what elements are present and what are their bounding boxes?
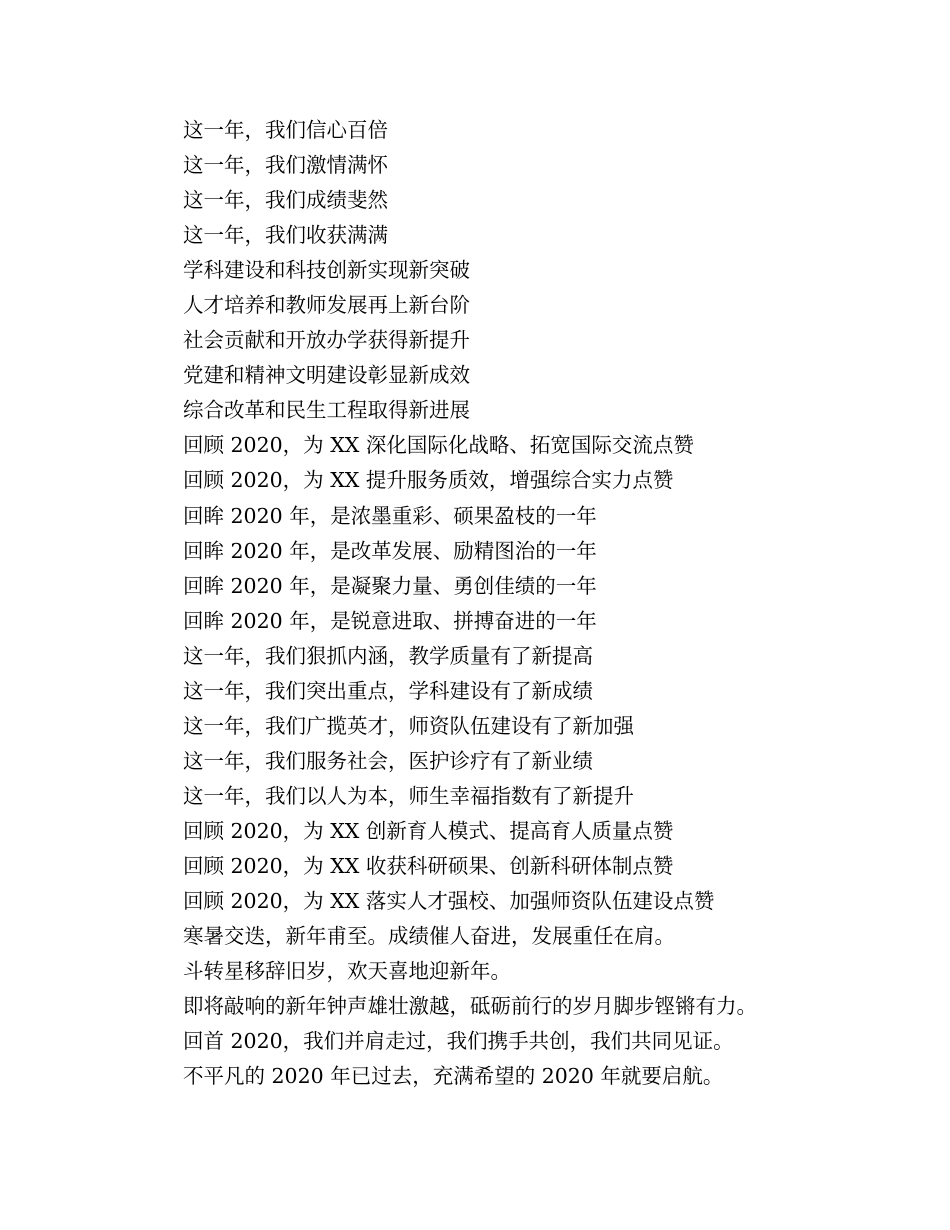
text-line: 这一年，我们激情满怀 bbox=[183, 153, 388, 178]
text-line: 这一年，我们突出重点，学科建设有了新成绩 bbox=[183, 678, 593, 703]
text-line: 人才培养和教师发展再上新台阶 bbox=[183, 293, 470, 318]
text-line: 回顾 2020，为 XX 提升服务质效，增强综合实力点赞 bbox=[183, 468, 674, 493]
text-line: 回眸 2020 年，是凝聚力量、勇创佳绩的一年 bbox=[183, 573, 597, 598]
text-line: 综合改革和民生工程取得新进展 bbox=[183, 398, 470, 423]
text-line: 这一年，我们狠抓内涵，教学质量有了新提高 bbox=[183, 643, 593, 668]
text-line: 即将敲响的新年钟声雄壮激越，砥砺前行的岁月脚步铿锵有力。 bbox=[183, 994, 757, 1019]
text-line: 不平凡的 2020 年已过去，充满希望的 2020 年就要启航。 bbox=[183, 1064, 724, 1089]
text-line: 回顾 2020，为 XX 深化国际化战略、拓宽国际交流点赞 bbox=[183, 433, 694, 458]
text-line: 这一年，我们收获满满 bbox=[183, 223, 388, 248]
text-line: 这一年，我们以人为本，师生幸福指数有了新提升 bbox=[183, 783, 634, 808]
text-line: 回顾 2020，为 XX 创新育人模式、提高育人质量点赞 bbox=[183, 818, 674, 843]
text-line: 这一年，我们服务社会，医护诊疗有了新业绩 bbox=[183, 748, 593, 773]
text-line: 这一年，我们信心百倍 bbox=[183, 118, 388, 142]
text-line: 回顾 2020，为 XX 收获科研硕果、创新科研体制点赞 bbox=[183, 853, 674, 878]
text-line: 党建和精神文明建设彰显新成效 bbox=[183, 363, 470, 388]
text-line: 这一年，我们广揽英才，师资队伍建设有了新加强 bbox=[183, 713, 634, 738]
text-line: 寒暑交迭，新年甫至。成绩催人奋进，发展重任在肩。 bbox=[183, 924, 675, 949]
text-line: 学科建设和科技创新实现新突破 bbox=[183, 258, 470, 283]
text-line: 斗转星移辞旧岁，欢天喜地迎新年。 bbox=[183, 959, 511, 984]
text-line: 回顾 2020，为 XX 落实人才强校、加强师资队伍建设点赞 bbox=[183, 889, 715, 914]
text-line: 回眸 2020 年，是锐意进取、拼搏奋进的一年 bbox=[183, 608, 597, 633]
text-line: 回首 2020，我们并肩走过，我们携手共创，我们共同见证。 bbox=[183, 1029, 734, 1054]
text-line: 这一年，我们成绩斐然 bbox=[183, 188, 388, 213]
document-body bbox=[183, 113, 923, 1094]
text-line: 社会贡献和开放办学获得新提升 bbox=[183, 328, 470, 353]
text-line: 回眸 2020 年，是浓墨重彩、硕果盈枝的一年 bbox=[183, 503, 597, 528]
text-line: 回眸 2020 年，是改革发展、励精图治的一年 bbox=[183, 538, 597, 563]
